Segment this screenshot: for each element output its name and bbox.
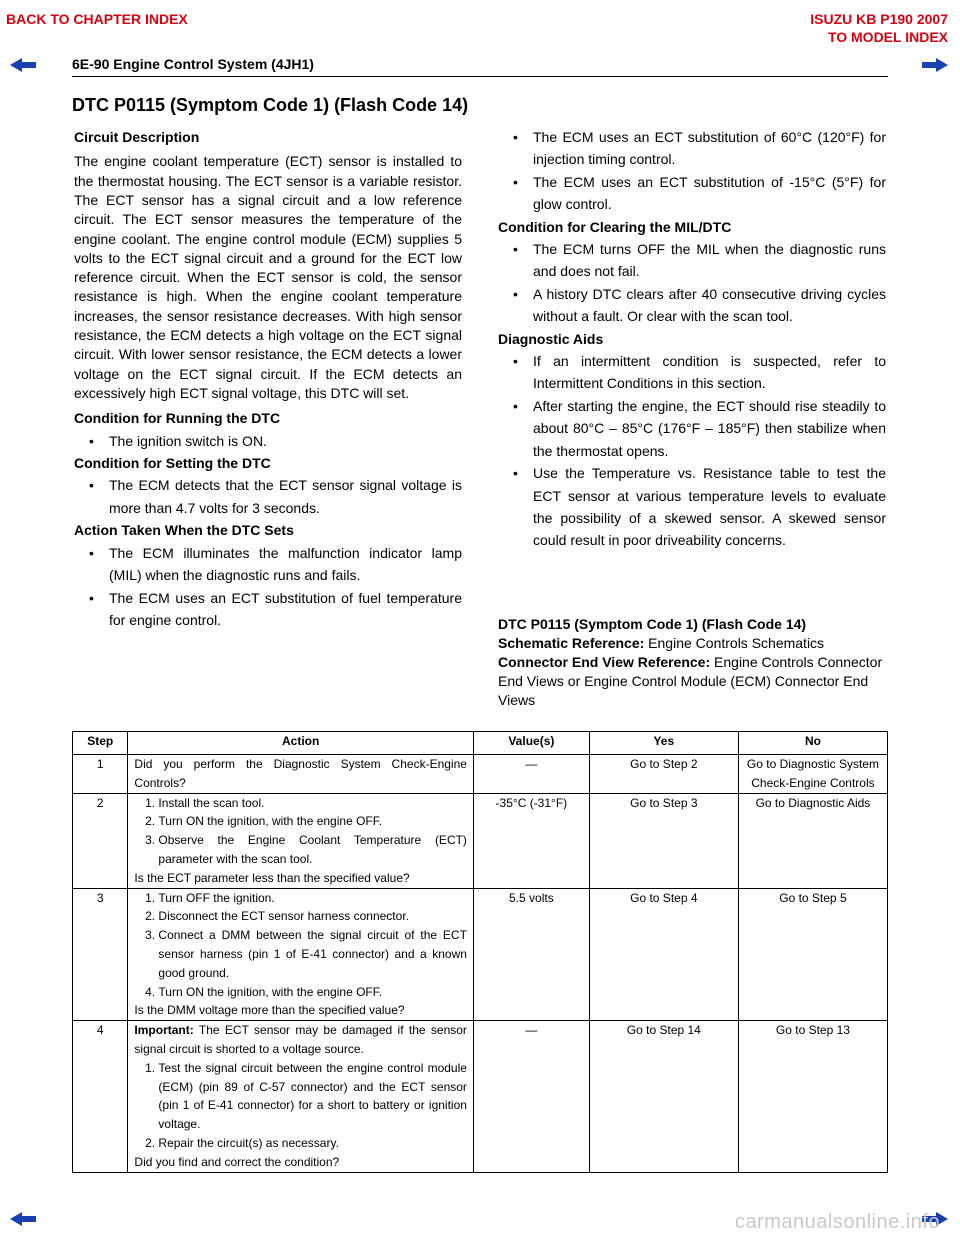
header-no: No — [738, 732, 887, 755]
step-yes-result: Go to Step 2 — [589, 755, 738, 794]
action-step-item: 2. Disconnect the ECT sensor harness connector. — [158, 907, 467, 926]
table-row — [73, 793, 888, 888]
action-intro — [134, 1021, 467, 1059]
step-action — [128, 888, 474, 1021]
action-steps-list — [134, 794, 467, 869]
action-continued-list — [498, 126, 886, 216]
connector-reference-label: Connector End View Reference: — [498, 654, 711, 670]
list-item: • If an intermittent condition is suspected, refer to Intermittent Conditions in this section. — [498, 350, 886, 395]
step-value: -35°C (-31°F) — [473, 793, 589, 888]
header-values: Value(s) — [473, 732, 589, 755]
action-question: Is the DMM voltage more than the specified value? — [134, 1003, 405, 1018]
step-number: 1 — [73, 755, 128, 794]
action-intro-text: Did you perform the Diagnostic System Check-Engine Controls? — [134, 757, 467, 790]
action-intro — [134, 755, 467, 793]
action-step-item: 1. Install the scan tool. — [158, 794, 467, 813]
step-number: 4 — [73, 1021, 128, 1172]
table-row — [73, 888, 888, 1021]
action-steps-list — [134, 1059, 467, 1153]
step-action — [128, 1021, 474, 1172]
step-value: 5.5 volts — [473, 888, 589, 1021]
step-number: 3 — [73, 888, 128, 1021]
circuit-description-text: The engine coolant temperature (ECT) sensor is installed to the thermostat housing. The ECT sensor is a variable resistor. The ECT sensor has a signal circuit and a low reference circuit. The ECT sensor measures the temperature of the engine coolant. The engine control module (ECM) supplies 5 volts to the ECT signal circuit and a ground for the ECT low reference circuit. When the ECT sensor is cold, the sensor resistance is high. When the engine coolant temperature increases, the sensor resistance decreases. With high sensor resistance, the ECM detects a high voltage on the ECT signal circuit. With lower sensor resistance, the ECM detects a lower voltage on the ECT signal circuit. If the ECM detects an excessively high ECT signal voltage, this DTC will set. — [74, 153, 462, 401]
header-step: Step — [73, 732, 128, 755]
step-number: 2 — [73, 793, 128, 888]
brand-model-link[interactable]: ISUZU KB P190 2007 — [810, 11, 948, 27]
running-heading: Condition for Running the DTC — [74, 410, 281, 427]
step-yes-result: Go to Step 4 — [589, 888, 738, 1021]
list-item: • The ECM detects that the ECT sensor signal voltage is more than 4.7 volts for 3 seconds. — [74, 474, 462, 519]
list-item: • The ECM illuminates the malfunction indicator lamp (MIL) when the diagnostic runs and fails. — [74, 542, 462, 587]
reference-title: DTC P0115 (Symptom Code 1) (Flash Code 14) — [498, 616, 807, 632]
list-item: • After starting the engine, the ECT should rise steadily to about 80°C – 85°C (176°F – 185°F) then stabilize when the thermostat opens. — [498, 395, 886, 462]
setting-list — [74, 474, 462, 519]
connector-reference-link[interactable]: Engine Controls Connector End Views or Engine Control Module (ECM) Connector End Views — [498, 654, 883, 708]
action-question: Did you find and correct the condition? — [134, 1154, 340, 1169]
list-item: • The ECM uses an ECT substitution of -15°C (5°F) for glow control. — [498, 171, 886, 216]
action-list — [74, 542, 462, 632]
dtc-title: DTC P0115 (Symptom Code 1) (Flash Code 14) — [72, 95, 469, 115]
step-no-result: Go to Diagnostic System Check-Engine Controls — [738, 755, 887, 794]
circuit-description-heading: Circuit Description — [74, 129, 200, 145]
important-label: Important: — [134, 1023, 194, 1038]
diagnostic-aids-heading: Diagnostic Aids — [498, 330, 604, 347]
clearing-list — [498, 238, 886, 328]
action-step-item: 3. Observe the Engine Coolant Temperature (ECT) parameter with the scan tool. — [158, 831, 467, 869]
prev-page-arrow-icon[interactable] — [10, 58, 36, 72]
diagnostic-aids-list — [498, 350, 886, 552]
step-yes-result: Go to Step 14 — [589, 1021, 738, 1172]
to-model-index-link[interactable]: TO MODEL INDEX — [827, 29, 948, 45]
step-yes-result: Go to Step 3 — [589, 793, 738, 888]
step-no-result: Go to Step 5 — [738, 888, 887, 1021]
action-step-item: 2. Turn ON the ignition, with the engine OFF. — [158, 812, 467, 831]
running-list — [74, 430, 462, 452]
reference-block — [498, 615, 893, 710]
setting-heading: Condition for Setting the DTC — [74, 455, 271, 472]
left-column — [74, 126, 462, 631]
header-yes: Yes — [589, 732, 738, 755]
step-no-result: Go to Step 13 — [738, 1021, 887, 1172]
page-header-title: 6E-90 Engine Control System (4JH1) — [72, 56, 314, 72]
step-no-result: Go to Diagnostic Aids — [738, 793, 887, 888]
table-row — [73, 755, 888, 794]
right-column — [498, 126, 886, 552]
list-item: • The ECM uses an ECT substitution of 60°C (120°F) for injection timing control. — [498, 126, 886, 171]
list-item: • The ECM turns OFF the MIL when the diagnostic runs and does not fail. — [498, 238, 886, 283]
prev-page-arrow-bottom-icon[interactable] — [10, 1212, 36, 1226]
watermark: carmanualsonline.info — [734, 1211, 940, 1233]
list-item: • The ignition switch is ON. — [74, 430, 462, 452]
step-value: — — [473, 755, 589, 794]
table-row — [73, 1021, 888, 1172]
action-step-item: 1. Test the signal circuit between the engine control module (ECM) (pin 89 of C-57 connector) and the ECT sensor (pin 1 of E-41 connector) for a short to battery or ignition voltage. — [158, 1059, 467, 1134]
clearing-heading: Condition for Clearing the MIL/DTC — [498, 218, 732, 235]
schematic-reference-link[interactable]: Engine Controls Schematics — [644, 635, 825, 651]
step-action — [128, 793, 474, 888]
table-body — [73, 755, 888, 1173]
table-header-row — [73, 732, 888, 755]
list-item: • A history DTC clears after 40 consecutive driving cycles without a fault. Or clear with the scan tool. — [498, 283, 886, 328]
action-question: Is the ECT parameter less than the specified value? — [134, 870, 410, 885]
header-action: Action — [128, 732, 474, 755]
schematic-reference-label: Schematic Reference: — [498, 635, 645, 651]
action-step-item: 1. Turn OFF the ignition. — [158, 889, 467, 908]
action-heading: Action Taken When the DTC Sets — [74, 522, 294, 539]
action-intro-text: The ECT sensor may be damaged if the sensor signal circuit is shorted to a voltage source. — [134, 1023, 467, 1056]
step-value: — — [473, 1021, 589, 1172]
list-item: • Use the Temperature vs. Resistance table to test the ECT sensor at various temperature levels to evaluate the possibility of a skewed sensor. A skewed sensor could result in poor driveability concerns. — [498, 462, 886, 552]
diagnostic-steps-table — [72, 731, 888, 1173]
step-action — [128, 755, 474, 794]
action-step-item: 2. Repair the circuit(s) as necessary. — [158, 1134, 467, 1153]
action-step-item: 4. Turn ON the ignition, with the engine OFF. — [158, 983, 467, 1002]
action-step-item: 3. Connect a DMM between the signal circuit of the ECT sensor harness (pin 1 of E-41 connector) and a known good ground. — [158, 926, 467, 982]
next-page-arrow-icon[interactable] — [922, 58, 948, 72]
action-steps-list — [134, 889, 467, 1002]
back-to-chapter-index-link[interactable]: BACK TO CHAPTER INDEX — [6, 11, 188, 27]
header-rule — [72, 76, 888, 77]
list-item: • The ECM uses an ECT substitution of fuel temperature for engine control. — [74, 587, 462, 632]
